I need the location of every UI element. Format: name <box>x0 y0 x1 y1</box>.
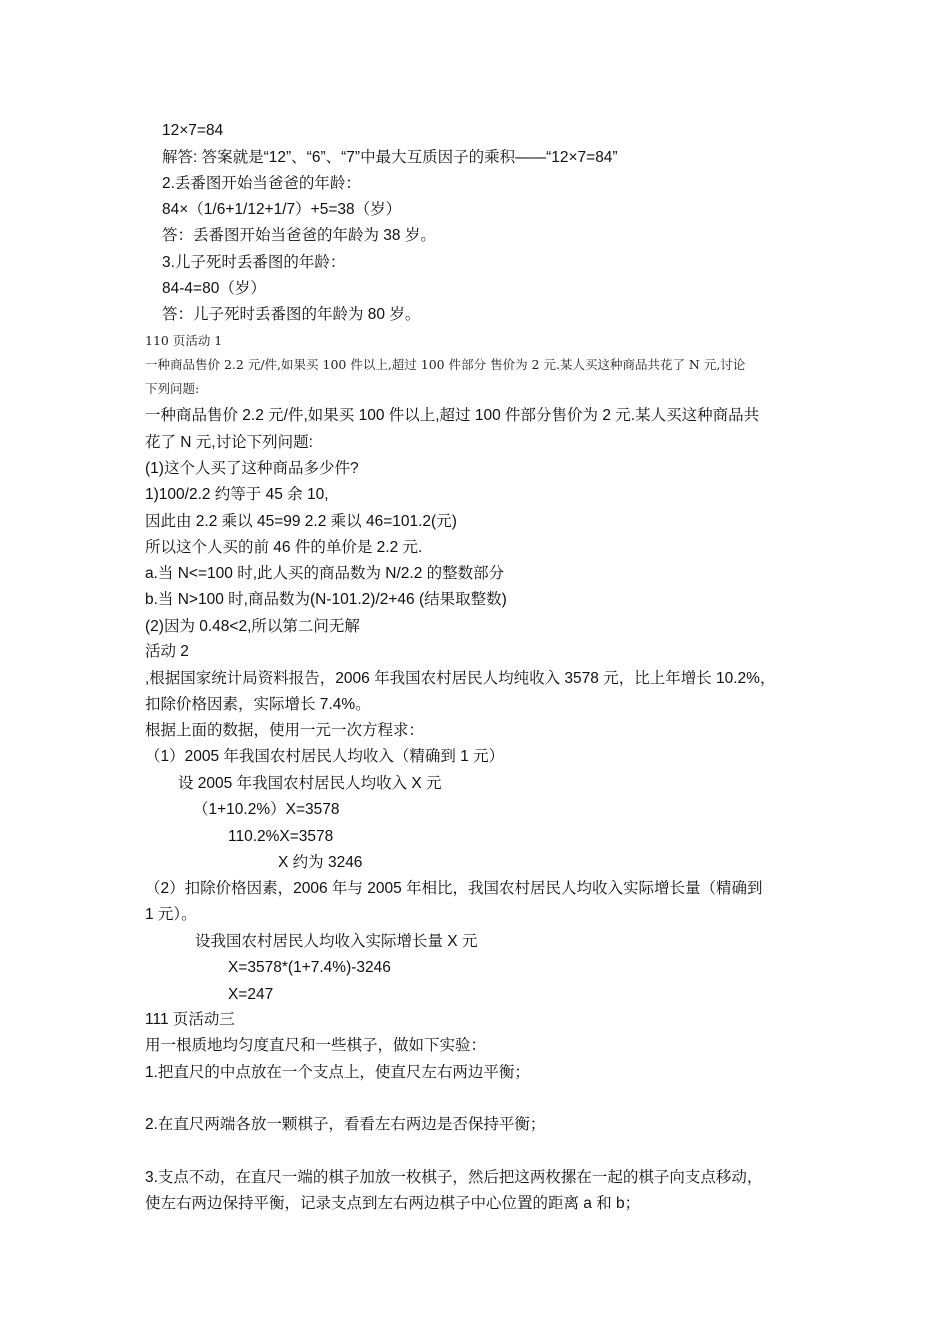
text-line: 下列问题: <box>145 381 200 396</box>
text-line: 一种商品售价 2.2 元/件,如果买 100 件以上,超过 100 件部分售价为 2 元.某人买这种商品共 <box>145 407 760 424</box>
text-line: 答：丢番图开始当爸爸的年龄为 38 岁。 <box>162 227 436 244</box>
text-line: （2）扣除价格因素，2006 年与 2005 年相比，我国农村居民人均收入实际增长量（精确到 <box>145 880 763 897</box>
text-line: 3.支点不动，在直尺一端的棋子加放一枚棋子，然后把这两枚摞在一起的棋子向支点移动， <box>145 1169 763 1186</box>
text-line: 所以这个人买的前 46 件的单价是 2.2 元. <box>145 539 423 556</box>
section-heading: 110 页活动 1 <box>145 333 223 348</box>
text-line: 1 元）。 <box>145 906 197 923</box>
text-line: 因此由 2.2 乘以 45=99 2.2 乘以 46=101.2(元) <box>145 513 457 530</box>
text-line: 2.丢番图开始当爸爸的年龄： <box>162 175 361 192</box>
text-line: 解答: 答案就是“12”、“6”、“7”中最大互质因子的乘积——“12×7=84” <box>162 149 618 166</box>
text-line: 1.把直尺的中点放在一个支点上，使直尺左右两边平衡； <box>145 1064 530 1081</box>
section-heading: 活动 2 <box>145 643 189 660</box>
text-line: 84×（1/6+1/12+1/7）+5=38（岁） <box>162 201 402 218</box>
text-line: 根据上面的数据，使用一元一次方程求： <box>145 722 425 739</box>
text-line: 设我国农村居民人均收入实际增长量 X 元 <box>195 933 478 950</box>
text-line: 使左右两边保持平衡，记录支点到左右两边棋子中心位置的距离 a 和 b； <box>145 1195 641 1212</box>
text-line: 扣除价格因素，实际增长 7.4%。 <box>145 696 371 713</box>
text-line: (2)因为 0.48<2,所以第二问无解 <box>145 618 360 635</box>
text-line: 2.在直尺两端各放一颗棋子，看看左右两边是否保持平衡； <box>145 1116 546 1133</box>
text-line: 答：儿子死时丢番图的年龄为 80 岁。 <box>162 306 421 323</box>
text-line: 3.儿子死时丢番图的年龄： <box>162 254 346 271</box>
text-line: ,根据国家统计局资料报告，2006 年我国农村居民人均纯收入 3578 元，比上年增长 10.2%， <box>145 670 776 687</box>
section-heading: 111 页活动三 <box>145 1011 235 1028</box>
text-line: a.当 N<=100 时,此人买的商品数为 N/2.2 的整数部分 <box>145 565 505 582</box>
text-line: 设 2005 年我国农村居民人均收入 X 元 <box>178 775 442 792</box>
equation-line: X=247 <box>228 986 274 1003</box>
text-line: 84-4=80（岁） <box>162 280 266 297</box>
equation-line: X 约为 3246 <box>278 854 363 871</box>
text-line: （1）2005 年我国农村居民人均收入（精确到 1 元） <box>145 748 505 765</box>
text-line: 用一根质地均匀度直尺和一些棋子，做如下实验： <box>145 1037 487 1054</box>
text-line: b.当 N>100 时,商品数为(N-101.2)/2+46 (结果取整数) <box>145 591 507 608</box>
equation-line: 110.2%X=3578 <box>228 828 334 845</box>
text-line: 1)100/2.2 约等于 45 余 10, <box>145 486 329 503</box>
text-line: 一种商品售价 2.2 元/件,如果买 100 件以上,超过 100 件部分 售价为 2 元.某人买这种商品共花了 N 元,讨论 <box>145 357 746 372</box>
text-line: 12×7=84 <box>162 122 224 139</box>
text-line: (1)这个人买了这种商品多少件? <box>145 460 359 477</box>
equation-line: X=3578*(1+7.4%)-3246 <box>228 959 391 976</box>
text-line: 花了 N 元,讨论下列问题: <box>145 434 313 451</box>
equation-line: （1+10.2%）X=3578 <box>193 801 340 818</box>
